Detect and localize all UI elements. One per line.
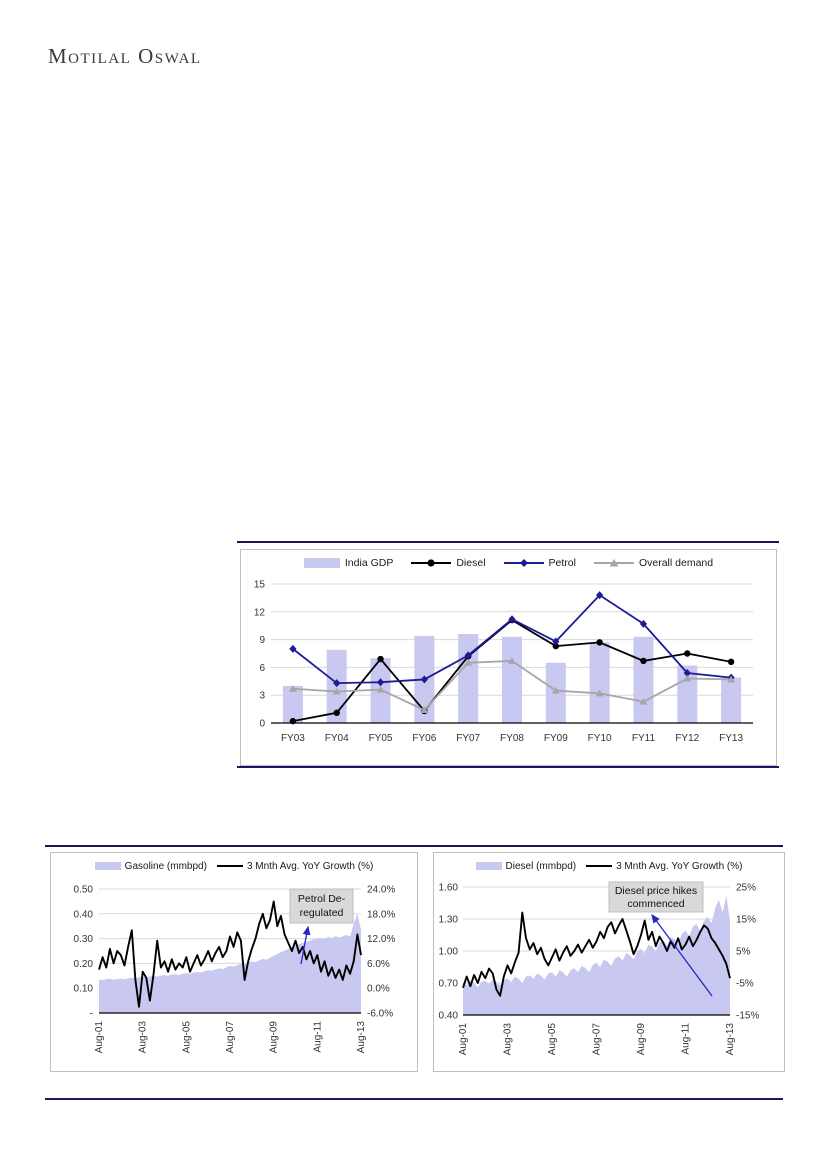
right-axis-tick-label: 25% xyxy=(736,882,757,894)
left-axis-tick-label: 0.30 xyxy=(73,934,93,946)
legend-gasoline-yoy-label: 3 Mnth Avg. YoY Growth (%) xyxy=(246,860,374,872)
gdp-demand-chart-canvas xyxy=(241,576,774,763)
x-axis-tick-label: Aug-05 xyxy=(181,1021,193,1054)
gdp-demand-chart-panel xyxy=(240,549,777,766)
right-axis-tick-label: 12.0% xyxy=(367,934,396,946)
left-axis-tick-label: - xyxy=(89,1008,93,1020)
legend-diesel-yoy-label: 3 Mnth Avg. YoY Growth (%) xyxy=(616,860,743,872)
left-axis-tick-label: 0.10 xyxy=(73,983,93,995)
annotation-text-line2: commenced xyxy=(627,898,685,910)
legend-gasoline-area xyxy=(95,861,207,872)
diesel-chart-panel xyxy=(433,852,785,1072)
x-axis-tick-label: Aug-11 xyxy=(312,1021,324,1053)
diesel-chart-legend xyxy=(434,853,784,879)
left-axis-tick-label: 0.40 xyxy=(438,1010,458,1022)
x-axis-tick-label: FY05 xyxy=(368,733,393,744)
gasoline-chart-canvas xyxy=(51,879,415,1069)
diesel-marker xyxy=(728,659,734,665)
right-axis-tick-label: 6.0% xyxy=(367,958,390,970)
legend-petrol-label: Petrol xyxy=(548,557,576,569)
x-axis-tick-label: FY10 xyxy=(587,733,612,744)
diesel-marker xyxy=(640,658,646,664)
india-gdp-bar xyxy=(721,678,741,723)
legend-diesel-area xyxy=(476,861,577,872)
yoy-growth-line-marker-icon xyxy=(217,865,243,867)
legend-india-gdp-label: India GDP xyxy=(344,557,394,569)
left-axis-tick-label: 0.50 xyxy=(73,884,93,896)
x-axis-tick-label: FY04 xyxy=(324,733,349,744)
india-gdp-bar xyxy=(590,642,610,723)
right-axis-tick-label: 24.0% xyxy=(367,884,396,896)
top-chart-upper-divider xyxy=(237,541,779,543)
diesel-marker xyxy=(334,710,340,716)
diesel-marker xyxy=(377,656,383,662)
x-axis-tick-label: FY11 xyxy=(631,733,656,744)
diesel-marker xyxy=(596,639,602,645)
india-gdp-bar xyxy=(633,637,653,723)
x-axis-tick-label: Aug-11 xyxy=(680,1023,692,1055)
top-chart-lower-divider xyxy=(237,766,779,768)
y-axis-tick-label: 12 xyxy=(253,607,265,619)
legend-diesel-yoy xyxy=(586,861,742,872)
legend-petrol xyxy=(504,557,576,569)
x-axis-tick-label: FY08 xyxy=(500,733,524,744)
legend-diesel-label: Diesel xyxy=(456,557,486,569)
annotation-text-line1: Diesel price hikes xyxy=(614,885,698,897)
x-axis-tick-label: Aug-13 xyxy=(356,1021,367,1054)
legend-diesel-area-label: Diesel (mmbpd) xyxy=(505,860,577,872)
left-axis-tick-label: 0.20 xyxy=(73,958,93,970)
right-axis-tick-label: 5% xyxy=(736,946,751,958)
left-axis-tick-label: 0.40 xyxy=(73,909,93,921)
india-gdp-swatch-icon xyxy=(304,558,340,568)
gasoline-chart-legend xyxy=(51,853,417,879)
gdp-chart-legend xyxy=(241,550,776,576)
y-axis-tick-label: 15 xyxy=(253,579,265,591)
diesel-chart-canvas xyxy=(434,879,782,1069)
bottom-section-upper-divider xyxy=(45,845,783,847)
left-axis-tick-label: 1.00 xyxy=(438,946,458,958)
annotation-text-line1: Petrol De- xyxy=(297,893,346,905)
diesel-consumption-vs-growth-area xyxy=(463,896,730,1016)
y-axis-tick-label: 6 xyxy=(259,662,265,674)
x-axis-tick-label: Aug-05 xyxy=(547,1023,558,1056)
x-axis-tick-label: Aug-07 xyxy=(591,1023,603,1056)
diesel-marker xyxy=(684,650,690,656)
diesel-marker xyxy=(290,718,296,724)
x-axis-tick-label: FY12 xyxy=(675,733,700,744)
motilal-oswal-logo: Motilal Oswal xyxy=(48,44,202,68)
legend-gasoline-yoy xyxy=(217,861,373,872)
x-axis-tick-label: FY09 xyxy=(543,733,568,744)
left-axis-tick-label: 0.70 xyxy=(438,978,458,990)
gasoline-chart-panel xyxy=(50,852,418,1072)
right-axis-tick-label: -15% xyxy=(736,1010,760,1022)
right-axis-tick-label: 18.0% xyxy=(367,909,396,921)
x-axis-tick-label: Aug-09 xyxy=(636,1023,647,1056)
page-footer-divider xyxy=(45,1098,783,1100)
right-axis-tick-label: -5% xyxy=(736,978,754,990)
legend-overall-demand-label: Overall demand xyxy=(638,557,714,569)
legend-gasoline-label: Gasoline (mmbpd) xyxy=(124,860,207,872)
x-axis-tick-label: Aug-13 xyxy=(725,1023,736,1056)
x-axis-tick-label: Aug-03 xyxy=(502,1023,514,1056)
annotation-text-line2: regulated xyxy=(299,907,344,919)
diesel-line-marker-icon xyxy=(411,558,451,568)
gasoline-area-swatch-icon xyxy=(95,862,121,870)
y-axis-tick-label: 9 xyxy=(259,635,265,647)
y-axis-tick-label: 3 xyxy=(259,690,265,702)
right-axis-tick-label: 15% xyxy=(736,914,757,926)
x-axis-tick-label: Aug-07 xyxy=(225,1021,236,1054)
x-axis-tick-label: Aug-09 xyxy=(268,1021,280,1054)
right-axis-tick-label: 0.0% xyxy=(367,983,390,995)
yoy-growth-line-marker-icon xyxy=(586,865,612,867)
india-gdp-bar xyxy=(458,634,478,723)
x-axis-tick-label: FY07 xyxy=(456,733,481,744)
left-axis-tick-label: 1.30 xyxy=(438,914,458,926)
legend-india-gdp xyxy=(304,557,393,569)
overall-demand-line-marker-icon xyxy=(594,558,634,568)
left-axis-tick-label: 1.60 xyxy=(438,882,458,894)
india-gdp-bar xyxy=(502,637,522,723)
legend-overall-demand xyxy=(594,557,713,569)
legend-diesel xyxy=(411,557,485,569)
x-axis-tick-label: Aug-03 xyxy=(137,1021,149,1054)
right-axis-tick-label: -6.0% xyxy=(367,1008,394,1020)
y-axis-tick-label: 0 xyxy=(259,718,265,730)
x-axis-tick-label: FY06 xyxy=(412,733,437,744)
x-axis-tick-label: FY03 xyxy=(280,733,305,744)
diesel-area-swatch-icon xyxy=(476,862,502,870)
petrol-line-marker-icon xyxy=(504,558,544,568)
x-axis-tick-label: Aug-01 xyxy=(94,1021,105,1054)
x-axis-tick-label: Aug-01 xyxy=(458,1023,469,1056)
x-axis-tick-label: FY13 xyxy=(719,733,744,744)
